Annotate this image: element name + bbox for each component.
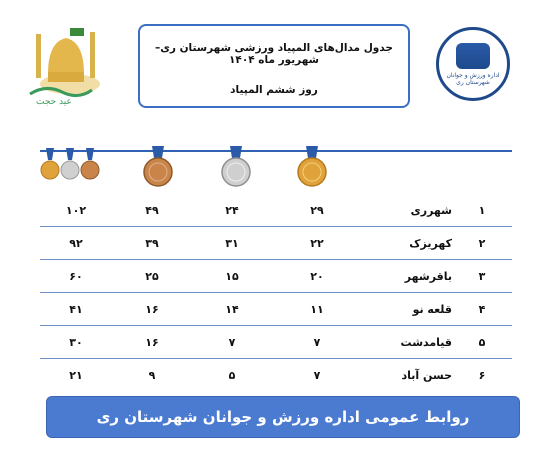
gold-count-cell: ۱۱	[272, 293, 362, 326]
city-name-cell: قیامدشت	[362, 326, 452, 359]
gold-count-cell: ۲۹	[272, 194, 362, 227]
silver-medal-icon	[220, 146, 252, 188]
city-name-cell: قلعه نو	[362, 293, 452, 326]
emblem-icon	[456, 43, 490, 69]
all-medals-icon	[40, 148, 106, 182]
table-row	[40, 359, 512, 392]
svg-text:عيد حجت: عيد حجت	[36, 97, 72, 107]
gold-count-cell: ۷	[272, 326, 362, 359]
rank-cell: ۶	[478, 368, 486, 382]
gold-count-cell: ۷	[313, 368, 321, 382]
table-row	[40, 227, 512, 260]
rank-cell: ۵	[452, 326, 512, 359]
city-name-cell: کهریزک	[362, 227, 452, 260]
table-row	[40, 293, 512, 326]
footer-text: روابط عمومی اداره ورزش و جوانان شهرستان ری	[96, 408, 470, 426]
total-count-cell: ۹۲	[40, 227, 112, 260]
table-row	[40, 194, 512, 227]
header-divider	[40, 150, 512, 152]
footer-banner	[46, 396, 520, 438]
total-count-cell: ۲۱	[69, 368, 83, 382]
bronze-count-cell: ۴۹	[112, 194, 192, 227]
organization-logo	[436, 27, 510, 101]
bronze-count-cell: ۱۶	[112, 326, 192, 359]
silver-count-cell: ۷	[192, 326, 272, 359]
gold-medal-icon	[296, 146, 328, 188]
silver-count-cell: ۳۱	[192, 227, 272, 260]
title-box	[138, 24, 410, 108]
total-count-cell: ۱۰۲	[40, 194, 112, 227]
page-subtitle: روز ششم المپیاد	[230, 84, 318, 96]
bronze-count-cell: ۱۶	[112, 293, 192, 326]
total-count-cell: ۳۰	[40, 326, 112, 359]
bronze-count-cell: ۳۹	[112, 227, 192, 260]
city-name-cell: باقرشهر	[362, 260, 452, 293]
rank-cell: ۳	[452, 260, 512, 293]
silver-count-cell: ۱۵	[192, 260, 272, 293]
gold-count-cell: ۲۰	[272, 260, 362, 293]
rank-cell: ۲	[452, 227, 512, 260]
gold-count-cell: ۲۲	[272, 227, 362, 260]
silver-count-cell: ۲۴	[192, 194, 272, 227]
medal-table	[40, 194, 512, 391]
table-row	[40, 260, 512, 293]
silver-count-cell: ۵	[228, 368, 236, 382]
bronze-count-cell: ۹	[148, 368, 156, 382]
shrine-logo	[26, 24, 106, 108]
total-count-cell: ۶۰	[40, 260, 112, 293]
silver-count-cell: ۱۴	[192, 293, 272, 326]
table-row	[40, 326, 512, 359]
page-title: جدول مدال‌های المپیاد ورزشی شهرستان ری–شهریور ماه ۱۴۰۴	[155, 42, 393, 66]
total-count-cell: ۴۱	[40, 293, 112, 326]
bronze-count-cell: ۲۵	[112, 260, 192, 293]
rank-cell: ۴	[452, 293, 512, 326]
rank-cell: ۱	[452, 194, 512, 227]
logo-caption: اداره ورزش و جوانان شهرستان ری	[446, 71, 500, 86]
bronze-medal-icon	[142, 146, 174, 188]
city-name-cell: شهرری	[362, 194, 452, 227]
city-name-cell: حسن آباد	[401, 368, 452, 382]
